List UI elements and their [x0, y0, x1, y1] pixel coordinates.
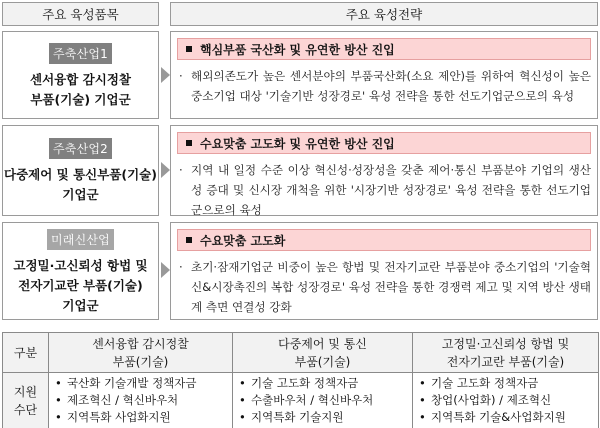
bullet-dot-icon: ·	[179, 260, 183, 274]
strategy-description-text: 해외의존도가 높은 센서분야의 부품국산화(소요 제안)를 위하여 혁신성이 높은 중소기업 대상 '기술기반 성장경로' 육성 전략을 통한 선도기업군으로의 육성	[191, 69, 591, 103]
category-card-3	[2, 222, 159, 320]
category-name: 센서융합 감시정찰	[30, 71, 131, 87]
support-table	[2, 332, 599, 428]
bullet-dot-icon: ·	[179, 69, 183, 83]
category-name: 전자기교란 부품(기술)	[18, 277, 143, 293]
header-strategy	[170, 2, 598, 26]
table-header-cell: 구분	[3, 333, 49, 373]
table-header-cell: 센서융합 감시정찰 부품(기술)	[49, 333, 233, 373]
category-name: 기업군	[62, 297, 99, 313]
arrow-right-icon	[161, 67, 170, 83]
strategy-description-text: 지역 내 일정 수준 이상 혁신성·성장성을 갖춘 제어·통신 부품분야 기업의 생산성 증대 및 신시장 개척을 위한 '시장기반 성장경로' 육성 전략을 통한 선도기업군으로의 육성	[191, 163, 591, 217]
table-header-cell: 고정밀·고신뢰성 항법 및 전자기교란 부품(기술)	[413, 333, 599, 373]
support-list	[413, 373, 598, 428]
strategy-title: 핵심부품 국산화 및 유연한 방산 진입	[200, 42, 395, 57]
category-name: 기업군	[62, 187, 99, 202]
arrow-right-icon	[161, 162, 170, 178]
list-item: • 수출바우처 / 혁신바우처	[239, 393, 374, 407]
strategy-title-bar	[177, 229, 591, 251]
header-products-label: 주요 육성품목	[42, 7, 119, 22]
strategy-title: 수요맞춤 고도화	[200, 233, 286, 248]
table-cell	[49, 373, 233, 428]
strategy-title-bar	[177, 132, 591, 154]
table-cell	[413, 373, 599, 428]
header-strategy-label: 주요 육성전략	[345, 7, 423, 22]
strategy-title: 수요맞춤 고도화 및 유연한 방산 진입	[200, 136, 395, 151]
strategy-card-3	[170, 222, 598, 320]
list-item: • 지역특화 사업화지원	[55, 410, 171, 424]
table-row	[3, 373, 599, 428]
strategy-description	[177, 66, 591, 106]
category-badge: 미래신산업	[47, 229, 114, 250]
strategy-card-1	[170, 31, 598, 119]
square-bullet-icon	[186, 46, 192, 52]
support-list	[49, 373, 232, 428]
support-list	[233, 373, 412, 428]
strategy-description	[177, 257, 591, 317]
table-header-cell: 다중제어 및 통신 부품(기술)	[233, 333, 413, 373]
category-card-2	[2, 125, 159, 216]
category-badge: 주축산업1	[49, 43, 112, 64]
category-name: 고정밀·고신뢰성 항법 및	[13, 257, 148, 273]
category-name: 다중제어 및 통신부품(기술)	[4, 167, 157, 182]
list-item: • 제조혁신 / 혁신바우처	[55, 393, 179, 407]
header-products	[2, 2, 159, 26]
square-bullet-icon	[186, 237, 192, 243]
strategy-card-2	[170, 125, 598, 216]
list-item: • 기술 고도화 정책자금	[239, 376, 359, 390]
list-item: • 기술 고도화 정책자금	[419, 376, 539, 390]
strategy-title-bar	[177, 38, 591, 60]
square-bullet-icon	[186, 140, 192, 146]
table-cell	[233, 373, 413, 428]
bullet-dot-icon: ·	[179, 163, 183, 177]
table-header-row	[3, 333, 599, 373]
category-badge: 주축산업2	[49, 138, 112, 159]
arrow-right-icon	[161, 262, 170, 278]
category-card-1	[2, 31, 159, 119]
list-item: • 지역특화 기술&사업화지원	[419, 410, 566, 424]
category-name: 부품(기술) 기업군	[30, 91, 131, 107]
strategy-description	[177, 160, 591, 220]
list-item: • 지역특화 기술지원	[239, 410, 344, 424]
strategy-description-text: 초기·잠재기업군 비중이 높은 항법 및 전자기교란 부품분야 중소기업의 '기술혁신&시장촉진의 복합 성장경로' 육성 전략을 통한 경쟁력 제고 및 지역 방산 생태계 측면 연결성 강화	[191, 260, 591, 314]
list-item: • 국산화 기술개발 정책자금	[55, 376, 197, 390]
list-item: • 창업(사업화) / 제조혁신	[419, 393, 552, 407]
table-row-label: 지원 수단	[3, 373, 49, 428]
